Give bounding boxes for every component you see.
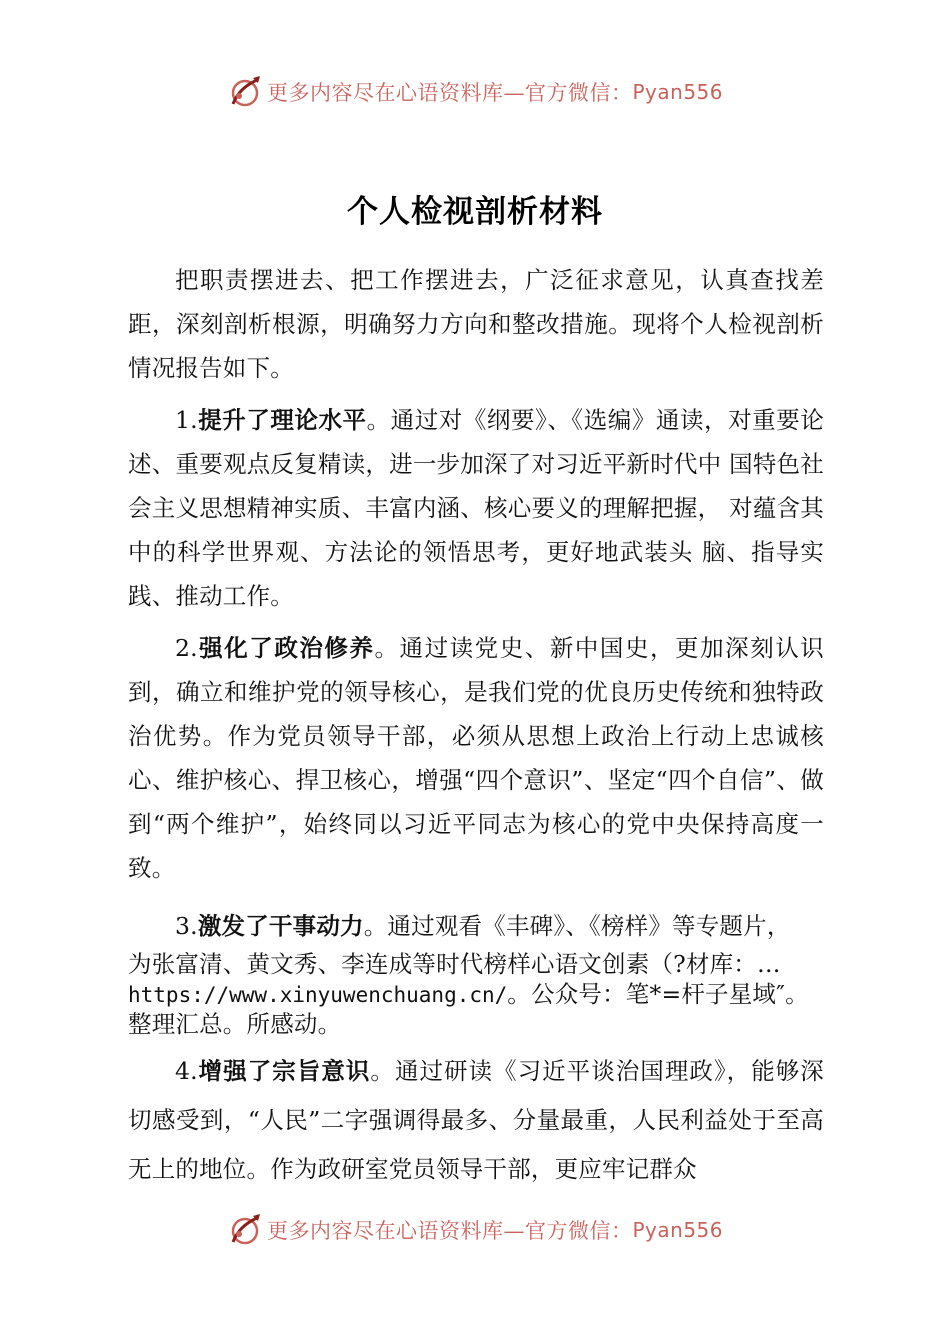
section-3-link-line bbox=[128, 980, 824, 1009]
section-1-body: 。通过对《纲要》、《选编》通读，对重要论述、重要观点反复精读，进一步加深了对习近平新时代中 国特色社会主义思想精神实质、丰富内涵、核心要义的理解把握， 对蕴含其中的科学世界观、方法论的领悟思考，更好地武装头 脑、指导实践、推动工作。 bbox=[128, 406, 824, 610]
watermark-code: Pyan556 bbox=[632, 1218, 723, 1242]
pen-logo-icon bbox=[227, 74, 263, 110]
section-1-heading: 提升了理论水平 bbox=[197, 406, 367, 434]
section-1-paragraph bbox=[128, 398, 824, 618]
pen-logo-icon bbox=[227, 1212, 263, 1248]
section-2-number: 2. bbox=[175, 634, 198, 662]
page-title: 个人检视剖析材料 bbox=[347, 194, 603, 230]
section-1-number: 1. bbox=[175, 406, 198, 434]
section-4-number: 4. bbox=[175, 1057, 198, 1085]
section-3-body-line2: 为张富清、黄文秀、李连成等时代榜样心语文创素（?材库：… bbox=[128, 950, 781, 978]
section-3-body-line4: 整理汇总。所感动。 bbox=[128, 1010, 342, 1038]
watermark-code: Pyan556 bbox=[632, 80, 723, 104]
section-3-number: 3. bbox=[175, 912, 198, 940]
footer-watermark bbox=[0, 1208, 950, 1252]
document-body bbox=[128, 258, 824, 1202]
section-4-heading: 增强了宗旨意识 bbox=[197, 1057, 371, 1085]
section-3-first-line bbox=[128, 904, 824, 948]
section-2-body: 。通过读党史、新中国史，更加深刻认识到，确立和维护党的领导核心，是我们党的优良历史传统和独特政治优势。作为党员领导干部，必须从思想上政治上行动上忠诚核心、维护核心、捍卫核心，增强“四个意识”、坚定“四个自信”、做到“两个维护”，始终同以习近平同志为核心的党中央保持高度一致。 bbox=[128, 634, 824, 882]
header-watermark bbox=[0, 70, 950, 114]
watermark-text: 更多内容尽在心语资料库—官方微信： bbox=[266, 81, 633, 105]
section-2-paragraph bbox=[128, 626, 824, 890]
section-3-paragraph bbox=[128, 904, 824, 1039]
section-3-heading: 激发了干事动力 bbox=[197, 912, 364, 940]
source-url-link[interactable]: https://www.xinyuwenchuang.cn/ bbox=[128, 983, 508, 1007]
watermark-text: 更多内容尽在心语资料库—官方微信： bbox=[266, 1219, 633, 1243]
intro-paragraph: 把职责摆进去、把工作摆进去，广泛征求意见，认真查找差距，深刻剖析根源，明确努力方向和整改措施。现将个人检视剖析情况报告如下。 bbox=[128, 266, 824, 382]
section-2-heading: 强化了政治修养 bbox=[197, 634, 375, 662]
section-4-body: 。通过研读《习近平谈治国理政》，能够深切感受到，“人民”二字强调得最多、分量最重，人民利益处于至高无上的地位。作为政研室党员领导干部，更应牢记群众 bbox=[128, 1057, 824, 1183]
section-4-paragraph bbox=[128, 1047, 824, 1194]
section-3-body-line3: 。公众号：笔*=杆子星域″。 bbox=[507, 980, 809, 1008]
section-3-body-line1: 。通过观看《丰碑》、《榜样》等专题片， bbox=[363, 912, 791, 940]
